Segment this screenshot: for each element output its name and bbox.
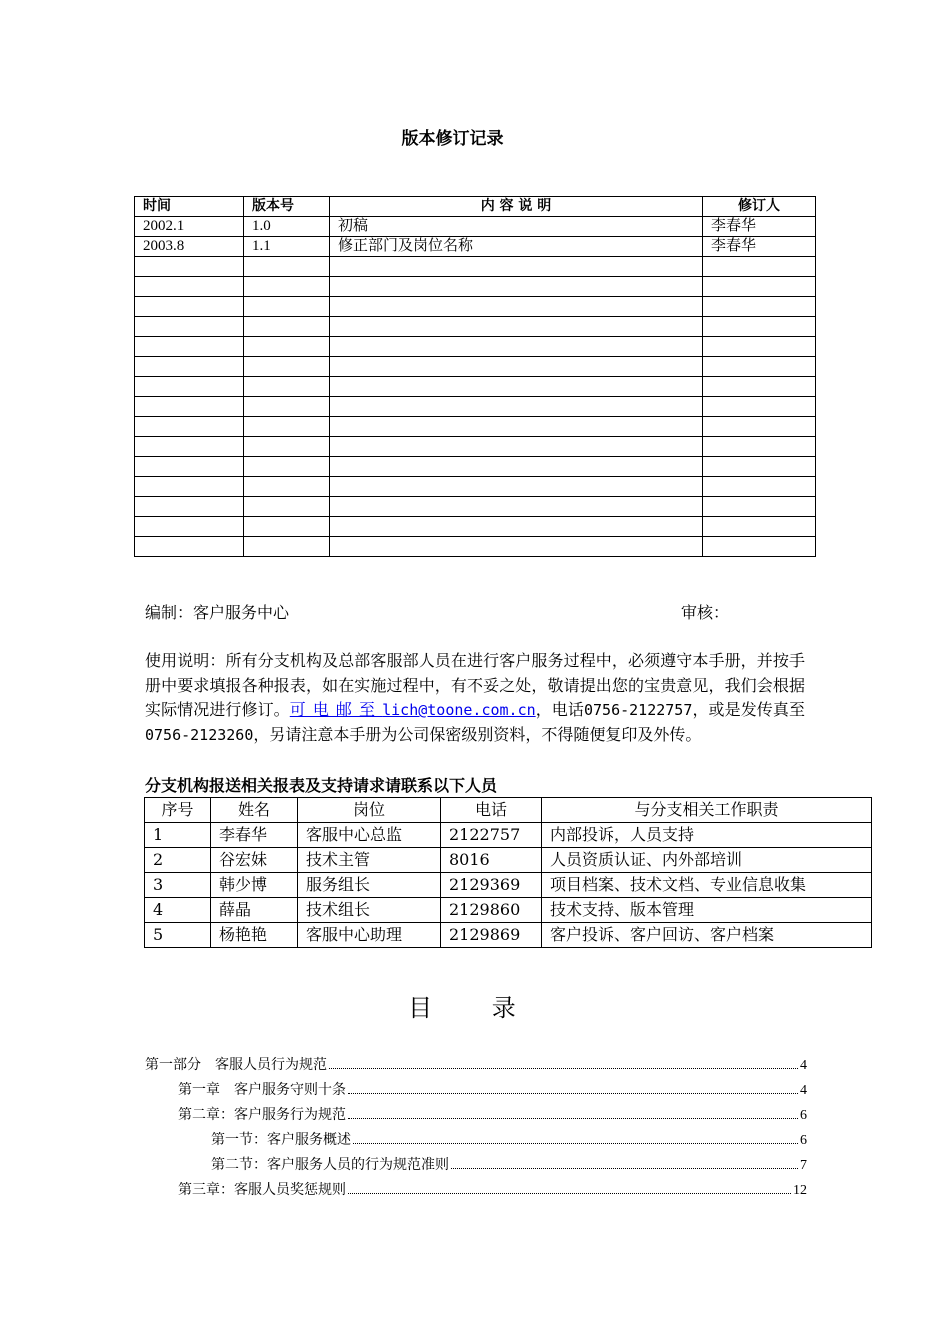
contact-duties: 客户投诉、客户回访、客户档案: [542, 923, 872, 948]
contact-index: 3: [145, 873, 211, 898]
empty-cell: [244, 317, 330, 337]
toc-title: 目 录: [408, 994, 542, 1022]
usage-text-end: ，另请注意本手册为公司保密级别资料，不得随便复印及外传。: [253, 724, 702, 744]
empty-cell: [330, 277, 703, 297]
contact-heading: 分支机构报送相关报表及支持请求请联系以下人员: [145, 776, 498, 795]
header-version: 版本号: [244, 197, 330, 217]
empty-cell: [703, 517, 816, 537]
contact-phone: 2129860: [441, 898, 542, 923]
empty-cell: [135, 477, 244, 497]
empty-cell: [244, 357, 330, 377]
contacts-header-row: [145, 798, 872, 823]
table-row: [135, 237, 816, 257]
toc-entry-title: 第一章 客户服务守则十条: [178, 1082, 346, 1098]
empty-row: [135, 357, 816, 377]
empty-row: [135, 517, 816, 537]
empty-cell: [135, 277, 244, 297]
revision-version: 1.1: [244, 237, 330, 257]
empty-cell: [703, 377, 816, 397]
table-of-contents: [145, 1053, 807, 1203]
contact-position: 客服中心助理: [298, 923, 441, 948]
toc-entry[interactable]: [145, 1178, 807, 1203]
toc-leader-dots: [353, 1143, 798, 1144]
usage-instructions: [145, 649, 805, 747]
toc-entry-title: 第三章：客服人员奖惩规则: [178, 1182, 346, 1198]
contact-index: 4: [145, 898, 211, 923]
empty-cell: [244, 397, 330, 417]
empty-cell: [330, 377, 703, 397]
empty-row: [135, 337, 816, 357]
contacts-table-body: [145, 823, 872, 948]
empty-cell: [703, 357, 816, 377]
revision-reviser: 李春华: [703, 217, 816, 237]
phone-label: ，电话: [535, 700, 584, 719]
table-row: [145, 848, 872, 873]
empty-cell: [135, 417, 244, 437]
table-row: [145, 873, 872, 898]
empty-row: [135, 457, 816, 477]
contact-phone: 2129369: [441, 873, 542, 898]
empty-cell: [703, 317, 816, 337]
contact-duties: 项目档案、技术文档、专业信息收集: [542, 873, 872, 898]
empty-cell: [703, 297, 816, 317]
revision-table-body: [135, 217, 816, 557]
header-reviser: 修订人: [703, 197, 816, 217]
empty-cell: [330, 457, 703, 477]
empty-cell: [330, 317, 703, 337]
empty-cell: [244, 537, 330, 557]
empty-cell: [244, 437, 330, 457]
empty-cell: [135, 357, 244, 377]
empty-cell: [135, 497, 244, 517]
empty-cell: [244, 277, 330, 297]
contacts-table: [144, 797, 872, 948]
revision-table: [134, 196, 816, 557]
contact-index: 1: [145, 823, 211, 848]
contact-duties: 内部投诉，人员支持: [542, 823, 872, 848]
empty-cell: [135, 437, 244, 457]
empty-row: [135, 277, 816, 297]
toc-leader-dots: [348, 1093, 798, 1094]
empty-cell: [703, 277, 816, 297]
contact-phone: 2129869: [441, 923, 542, 948]
toc-leader-dots: [348, 1193, 791, 1194]
empty-cell: [703, 477, 816, 497]
empty-cell: [135, 317, 244, 337]
header-time: 时间: [135, 197, 244, 217]
empty-cell: [135, 337, 244, 357]
empty-cell: [244, 417, 330, 437]
empty-cell: [703, 257, 816, 277]
empty-cell: [244, 337, 330, 357]
empty-row: [135, 477, 816, 497]
contact-position: 服务组长: [298, 873, 441, 898]
contact-name: 薛晶: [211, 898, 298, 923]
empty-cell: [244, 457, 330, 477]
header-name: 姓名: [211, 798, 298, 823]
empty-cell: [703, 337, 816, 357]
contact-name: 李春华: [211, 823, 298, 848]
contact-duties: 人员资质认证、内外部培训: [542, 848, 872, 873]
revision-date: 2002.1: [135, 217, 244, 237]
toc-leader-dots: [329, 1068, 798, 1069]
empty-cell: [244, 517, 330, 537]
phone-number: 0756-2122757: [583, 701, 693, 719]
empty-cell: [703, 497, 816, 517]
toc-page-number: 12: [793, 1183, 807, 1198]
empty-row: [135, 397, 816, 417]
contact-name: 韩少博: [211, 873, 298, 898]
revision-date: 2003.8: [135, 237, 244, 257]
compiled-by: 编制：客户服务中心: [145, 603, 290, 622]
contact-position: 客服中心总监: [298, 823, 441, 848]
toc-entry-title: 第一节：客户服务概述: [211, 1132, 351, 1148]
toc-page-number: 4: [800, 1058, 807, 1073]
contact-phone: 2122757: [441, 823, 542, 848]
contact-position: 技术组长: [298, 898, 441, 923]
table-row: [145, 898, 872, 923]
empty-cell: [330, 437, 703, 457]
toc-page-number: 7: [800, 1158, 807, 1173]
empty-cell: [330, 397, 703, 417]
empty-cell: [244, 377, 330, 397]
fax-label: ，或是发传真至: [692, 700, 805, 719]
toc-entry-title: 第一部分 客服人员行为规范: [145, 1057, 327, 1073]
empty-cell: [330, 297, 703, 317]
empty-cell: [330, 537, 703, 557]
revision-reviser: 李春华: [703, 237, 816, 257]
empty-cell: [135, 257, 244, 277]
empty-row: [135, 297, 816, 317]
empty-row: [135, 257, 816, 277]
empty-row: [135, 537, 816, 557]
usage-text: 使用说明：所有分支机构及总部客服部人员在进行客户服务过程中，必须遵守本手册，并按手册中要求填报各种报表，如在实施过程中，有不妥之处，敬请提出您的宝贵意见，我们会根据实际情况进行修订。: [145, 651, 805, 719]
contact-name: 杨艳艳: [211, 923, 298, 948]
toc-entry-title: 第二节：客户服务人员的行为规范准则: [211, 1157, 449, 1173]
toc-entry[interactable]: [145, 1153, 807, 1178]
empty-cell: [135, 297, 244, 317]
empty-cell: [330, 337, 703, 357]
toc-page-number: 6: [800, 1108, 807, 1123]
table-row: [135, 217, 816, 237]
header-index: 序号: [145, 798, 211, 823]
toc-entry[interactable]: [145, 1078, 807, 1103]
empty-cell: [135, 457, 244, 477]
revision-record-title: 版本修订记录: [401, 129, 504, 149]
contact-duties: 技术支持、版本管理: [542, 898, 872, 923]
empty-cell: [135, 397, 244, 417]
empty-row: [135, 417, 816, 437]
contact-phone: 8016: [441, 848, 542, 873]
empty-cell: [244, 257, 330, 277]
toc-page-number: 6: [800, 1133, 807, 1148]
empty-cell: [330, 257, 703, 277]
header-position: 岗位: [298, 798, 441, 823]
empty-cell: [703, 437, 816, 457]
toc-entry[interactable]: [145, 1053, 807, 1078]
empty-cell: [135, 517, 244, 537]
toc-entry[interactable]: [145, 1103, 807, 1128]
empty-row: [135, 497, 816, 517]
empty-row: [135, 317, 816, 337]
empty-cell: [244, 497, 330, 517]
toc-page-number: 4: [800, 1083, 807, 1098]
empty-cell: [135, 377, 244, 397]
revision-content: 初稿: [330, 217, 703, 237]
email-link[interactable]: 可电邮至lich@toone.com.cn: [289, 700, 536, 719]
table-row: [145, 823, 872, 848]
contact-index: 2: [145, 848, 211, 873]
empty-cell: [244, 477, 330, 497]
toc-entry[interactable]: [145, 1128, 807, 1153]
empty-row: [135, 377, 816, 397]
fax-number: 0756-2123260: [145, 725, 254, 744]
toc-leader-dots: [348, 1118, 798, 1119]
table-row: [145, 923, 872, 948]
empty-cell: [703, 417, 816, 437]
empty-cell: [703, 457, 816, 477]
empty-cell: [330, 517, 703, 537]
empty-cell: [330, 417, 703, 437]
empty-cell: [330, 357, 703, 377]
empty-cell: [703, 397, 816, 417]
empty-cell: [135, 537, 244, 557]
reviewed-by: 审核：: [681, 603, 730, 622]
toc-leader-dots: [451, 1168, 798, 1169]
revision-version: 1.0: [244, 217, 330, 237]
header-phone: 电话: [441, 798, 542, 823]
contact-position: 技术主管: [298, 848, 441, 873]
revision-header-row: [135, 197, 816, 217]
empty-cell: [330, 497, 703, 517]
empty-row: [135, 437, 816, 457]
empty-cell: [244, 297, 330, 317]
contact-name: 谷宏妹: [211, 848, 298, 873]
header-content: 内 容 说 明: [330, 197, 703, 217]
header-duties: 与分支相关工作职责: [542, 798, 872, 823]
revision-content: 修正部门及岗位名称: [330, 237, 703, 257]
empty-cell: [703, 537, 816, 557]
contact-index: 5: [145, 923, 211, 948]
empty-cell: [330, 477, 703, 497]
toc-entry-title: 第二章：客户服务行为规范: [178, 1107, 346, 1123]
